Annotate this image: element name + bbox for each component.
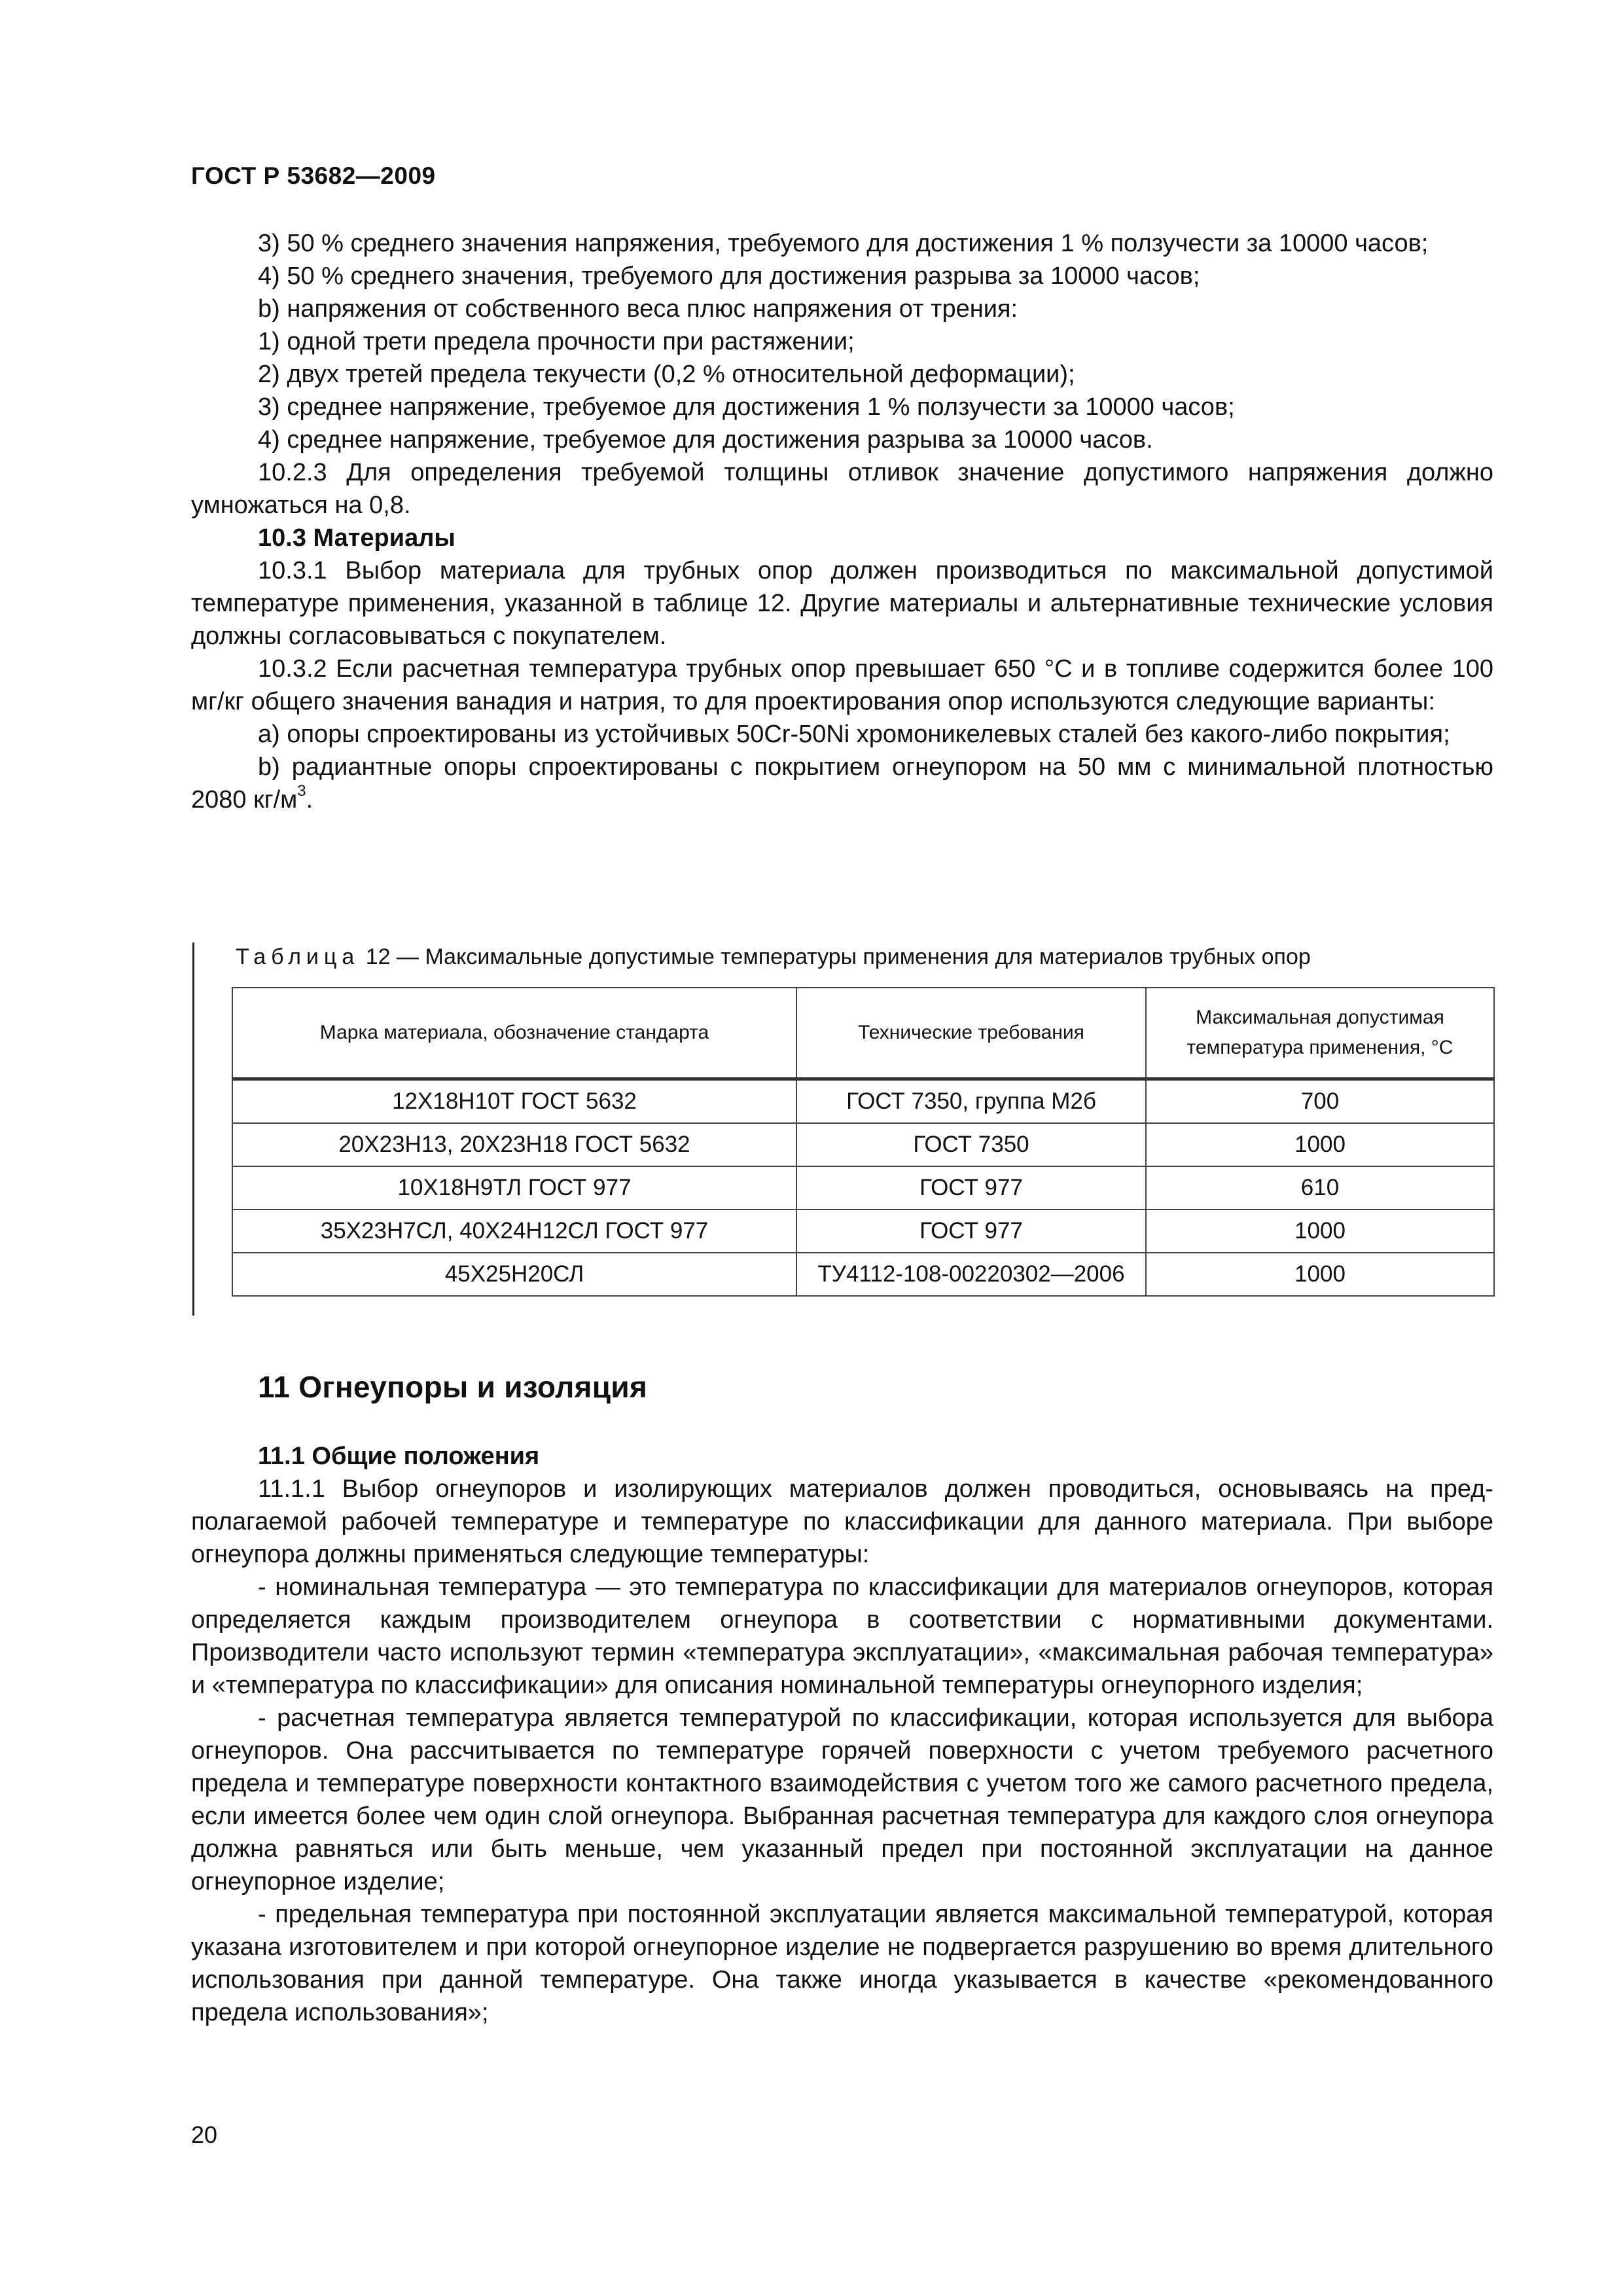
- paragraph: b) напряжения от собственного веса плюс напряжения от трения:: [258, 295, 1018, 323]
- paragraph-end: .: [306, 786, 313, 814]
- table-cell: 1000: [1146, 1123, 1494, 1166]
- paragraph-text: b) радиантные опоры спроектированы с покрытием огнеупором на 50 мм с минимальной плотностью 2080 кг/м: [191, 753, 1493, 814]
- table-cell: ГОСТ 977: [796, 1210, 1146, 1253]
- table-cell: 45Х25Н20СЛ: [232, 1253, 796, 1296]
- table-row: [232, 1166, 1494, 1210]
- section-heading-11-1: 11.1 Общие положения: [258, 1443, 540, 1470]
- table-header-cell: Марка материала, обозначение стандарта: [232, 988, 796, 1079]
- paragraph: - расчетная температура является температурой по классификации, которая используется для выбора огнеупоров. Она рассчитывается по температуре горячей поверхности с учетом требуемого расчетного предела и температуре поверхности контактного взаимодействия с учетом того же самого расчетного предела, если имеется более чем один слой огнеупора. Выбранная расчетная температура для каждого слоя огнеупора должна равняться или быть меньше, чем указанный предел при постоянной эксплуатации на данное огнеупорное изделие;: [191, 1704, 1493, 1895]
- table-cell: ГОСТ 7350, группа М2б: [796, 1079, 1146, 1124]
- paragraph: 10.3.1 Выбор материала для трубных опор должен производиться по максимальной допустимой температуре применения, указанной в таблице 12. Другие материалы и альтернативные технические условия должны согласовываться с покупателем.: [191, 557, 1493, 650]
- paragraph: 3) 50 % среднего значения напряжения, требуемого для достижения 1 % ползучести за 10000 часов;: [258, 230, 1429, 257]
- table-cell: 1000: [1146, 1253, 1494, 1296]
- table-cell: ГОСТ 977: [796, 1166, 1146, 1210]
- table-cell: 35Х23Н7СЛ, 40Х24Н12СЛ ГОСТ 977: [232, 1210, 796, 1253]
- paragraph: 10.2.3 Для определения требуемой толщины отливок значение допустимого напряжения должно умножаться на 0,8.: [191, 459, 1493, 519]
- paragraph: - номинальная температура — это температура по классификации для материалов огнеупоров, которая определяется каждым производителем огнеупора в соответствии с нормативными документами. Производители часто используют термин «температура эксплуатации», «максимальная рабочая температура» и «температура по классификации» для описания номинальной температуры огнеупорного изделия;: [191, 1573, 1493, 1699]
- table-row: [232, 1123, 1494, 1166]
- table-cell: 20Х23Н13, 20Х23Н18 ГОСТ 5632: [232, 1123, 796, 1166]
- table-caption: [236, 942, 1311, 971]
- table-row: [232, 1253, 1494, 1296]
- table-cell: 1000: [1146, 1210, 1494, 1253]
- paragraph: 10.3.2 Если расчетная температура трубных опор превышает 650 °С и в топливе содержится более 100 мг/кг общего значения ванадия и натрия, то для проектирования опор используются следующие варианты:: [191, 655, 1493, 715]
- main-text-block-2: [191, 1440, 1493, 2029]
- section-heading-11: 11 Огнеупоры и изоляция: [258, 1370, 648, 1404]
- table-cell: ГОСТ 7350: [796, 1123, 1146, 1166]
- materials-table: [232, 987, 1495, 1297]
- table-cell: ТУ4112-108-00220302—2006: [796, 1253, 1146, 1296]
- table-header-cell: Максимальная допустимая температура применения, °С: [1146, 988, 1494, 1079]
- table-cell: 610: [1146, 1166, 1494, 1210]
- paragraph: a) опоры спроектированы из устойчивых 50Cr-50Ni хромоникелевых сталей без какого-либо покрытия;: [258, 721, 1450, 748]
- paragraph: 1) одной трети предела прочности при растяжении;: [258, 328, 855, 355]
- superscript: 3: [297, 782, 306, 800]
- table-cell: 12Х18Н10Т ГОСТ 5632: [232, 1079, 796, 1124]
- table-header-cell: Технические требования: [796, 988, 1146, 1079]
- table-row: [232, 1079, 1494, 1124]
- paragraph: 4) среднее напряжение, требуемое для достижения разрыва за 10000 часов.: [258, 426, 1153, 454]
- paragraph: 2) двух третей предела текучести (0,2 % относительной деформации);: [258, 361, 1075, 388]
- section-heading-10-3: 10.3 Материалы: [258, 524, 455, 552]
- paragraph: 4) 50 % среднего значения, требуемого для достижения разрыва за 10000 часов;: [258, 262, 1200, 290]
- table-caption-text: 12 — Максимальные допустимые температуры применения для материалов трубных опор: [359, 944, 1311, 969]
- paragraph: - предельная температура при постоянной эксплуатации является максимальной температурой, которая указана изготовителем и при которой огнеупорное изделие не подвергается разрушению во время длительного использования при данной температуре. Она также иногда указывается в качестве «рекомендованного предела использования»;: [191, 1901, 1493, 2026]
- paragraph: 3) среднее напряжение, требуемое для достижения 1 % ползучести за 10000 часов;: [258, 393, 1235, 421]
- document-header: ГОСТ Р 53682—2009: [191, 162, 436, 189]
- main-text-block-1: [191, 227, 1493, 816]
- page-number: 20: [191, 2121, 218, 2148]
- table-cell: 700: [1146, 1079, 1494, 1124]
- table-cell: 10Х18Н9ТЛ ГОСТ 977: [232, 1166, 796, 1210]
- table-caption-label: Таблица: [236, 944, 360, 969]
- revision-bar: [192, 942, 194, 1316]
- paragraph: [191, 751, 1493, 816]
- table-row: [232, 1210, 1494, 1253]
- table-header-row: [232, 988, 1494, 1079]
- paragraph: 11.1.1 Выбор огнеупоров и изолирующих материалов должен проводиться, основываясь на предполагаемой рабочей температуре и температуре по классификации для данного материала. При выборе огнеупора должны применяться следующие температуры:: [191, 1475, 1493, 1568]
